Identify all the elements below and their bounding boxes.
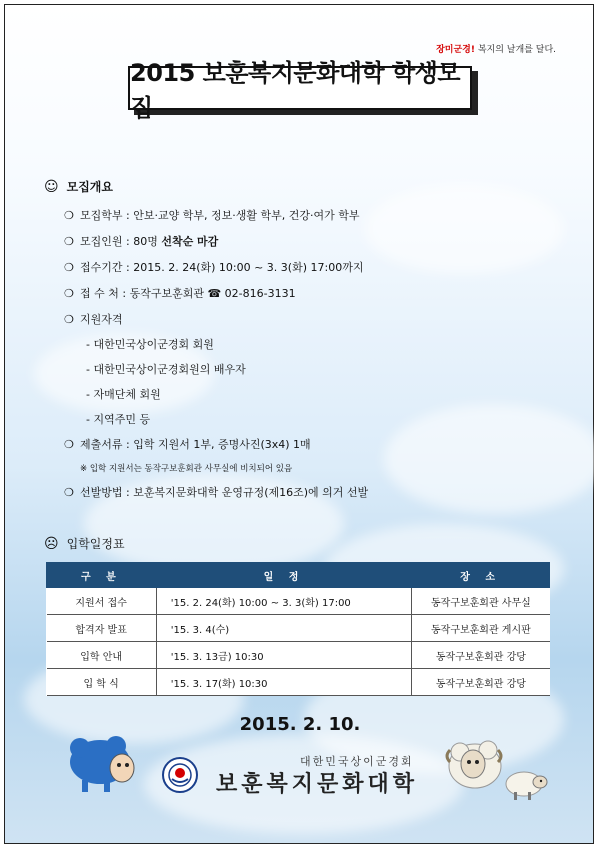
small-sheep-icon <box>500 764 550 804</box>
table-row <box>47 588 550 615</box>
eligibility-item: - 대한민국상이군경회원의 배우자 <box>86 363 246 376</box>
circle-bullet-icon: ❍ <box>64 208 74 222</box>
cell-category: 합격자 발표 <box>47 615 157 642</box>
row-label: 지원자격 <box>80 313 123 326</box>
org-name-small: 대한민국상이군경회 <box>300 755 414 768</box>
overview-heading <box>44 178 113 195</box>
circle-bullet-icon: ❍ <box>64 485 74 499</box>
circle-bullet-icon: ❍ <box>64 437 74 451</box>
cell-category: 지원서 접수 <box>47 588 157 615</box>
schedule-table <box>46 562 550 696</box>
row-label: 선발방법 <box>80 486 123 499</box>
row-label: 접 수 처 <box>80 287 119 300</box>
blue-sheep-icon <box>60 728 140 798</box>
smiley-icon: ☺ <box>44 178 59 195</box>
circle-bullet-icon: ❍ <box>64 312 74 326</box>
title-box <box>128 59 472 122</box>
slogan-highlight: 장미군경! <box>436 45 475 55</box>
table-row <box>47 642 550 669</box>
announcement-date: 2015. 2. 10. <box>239 714 361 735</box>
row-value: : 2015. 2. 24(화) 10:00 ~ 3. 3(화) 17:00까지 <box>126 261 364 274</box>
row-value: : 동작구보훈회관 ☎ 02-816-3131 <box>122 287 296 300</box>
row-label: 모집인원 <box>80 235 123 248</box>
table-row <box>47 669 550 696</box>
cell-schedule: '15. 3. 4(수) <box>156 615 412 642</box>
header-place: 장 소 <box>412 563 550 588</box>
application-place-row <box>64 285 296 301</box>
header-schedule: 일 정 <box>156 563 412 588</box>
cell-schedule: '15. 2. 24(화) 10:00 ~ 3. 3(화) 17:00 <box>156 588 412 615</box>
row-value: : 보훈복지문화대학 운영규정(제16조)에 의거 선발 <box>126 486 369 499</box>
row-label: 접수기간 <box>80 261 123 274</box>
eligibility-item: - 지역주민 등 <box>86 413 151 426</box>
cell-schedule: '15. 3. 17(화) 10:30 <box>156 669 412 696</box>
eligibility-row <box>64 311 123 327</box>
schedule-heading <box>44 535 125 552</box>
table-header-row <box>47 563 550 588</box>
selection-row <box>64 484 368 500</box>
eligibility-item: - 자매단체 회원 <box>86 388 161 401</box>
overview-heading-text: 모집개요 <box>66 180 113 194</box>
row-value: : 80명 <box>126 235 158 248</box>
circle-bullet-icon: ❍ <box>64 260 74 274</box>
recruit-dept-row <box>64 207 359 223</box>
cell-category: 입 학 식 <box>47 669 157 696</box>
row-value: : 입학 지원서 1부, 증명사진(3x4) 1매 <box>126 438 311 451</box>
table-row <box>47 615 550 642</box>
slogan-text: 복지의 날개를 달다. <box>477 45 556 55</box>
circle-bullet-icon: ❍ <box>64 286 74 300</box>
schedule-heading-text: 입학일정표 <box>66 537 125 551</box>
row-label: 모집학부 <box>80 209 123 222</box>
documents-note: ※ 입학 지원서는 동작구보훈회관 사무실에 비치되어 있음 <box>80 464 293 474</box>
row-value: : 안보·교양 학부, 정보·생활 학부, 건강·여가 학부 <box>126 209 360 222</box>
eligibility-item: - 대한민국상이군경회 회원 <box>86 338 214 351</box>
cell-place: 동작구보훈회관 강당 <box>412 642 550 669</box>
cell-place: 동작구보훈회관 사무실 <box>412 588 550 615</box>
row-emphasis: 선착순 마감 <box>161 235 219 248</box>
page-title: 2015 보훈복지문화대학 학생모집 <box>130 59 461 122</box>
row-label: 제출서류 <box>80 438 123 451</box>
cell-category: 입학 안내 <box>47 642 157 669</box>
circle-bullet-icon: ❍ <box>64 234 74 248</box>
header-category: 구 분 <box>47 563 157 588</box>
cell-place: 동작구보훈회관 강당 <box>412 669 550 696</box>
org-name-large: 보훈복지문화대학 <box>216 772 419 797</box>
cell-schedule: '15. 3. 13금) 10:30 <box>156 642 412 669</box>
application-period-row <box>64 259 363 275</box>
veterans-logo-icon <box>154 755 206 795</box>
recruit-count-row <box>64 233 218 249</box>
documents-row <box>64 436 311 452</box>
smiley-icon: ☹ <box>44 535 59 552</box>
cell-place: 동작구보훈회관 게시판 <box>412 615 550 642</box>
